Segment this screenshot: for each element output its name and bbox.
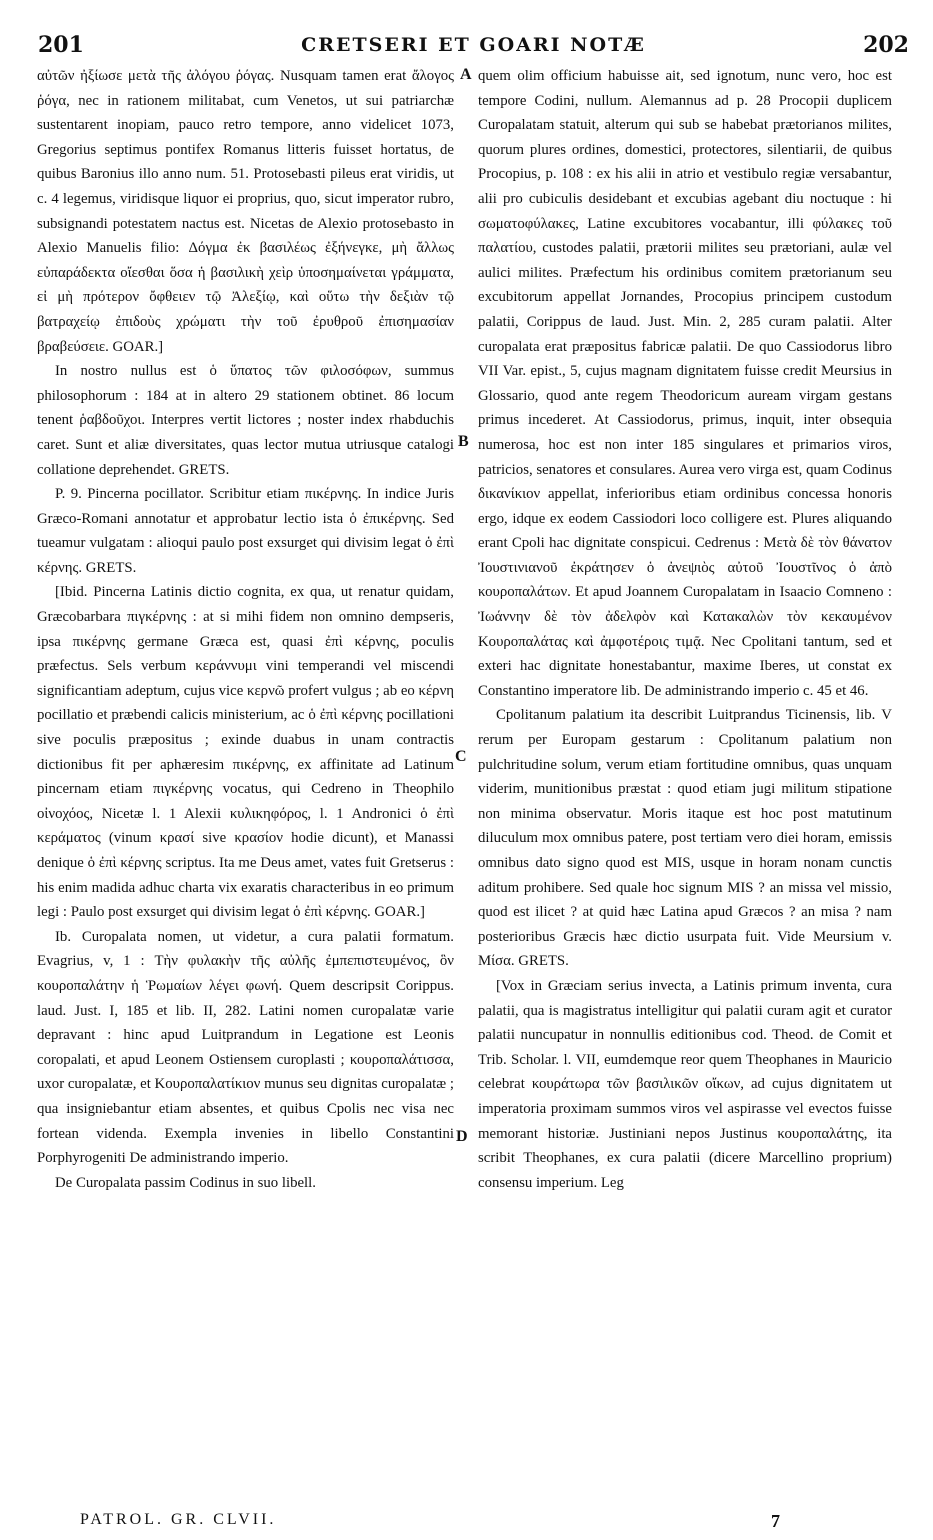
paragraph: quem olim officium habuisse ait, sed ignotum, nunc vero, hoc est tempore Codini, nullum. Alemannus ad p. 28 Procopii duplicem Curopalatam statuit, alterum qui sub se habebat prætorianos milites, quorum plures ordines, domestici, protectores, silentiarii, de quibus Procopius, p. 108 : ex his alii in atrio et vestibulo regiæ versabantur, alii pro cubiculis desidebant et excubias agebant diu noctuque : hi σωματοφύλακες, Latine excubitores vocabantur, illi φύλακες τοῦ παλατίου, custodes palatii, prætorii milites seu prætoriani, aulæ vel aulici milites. Præfectum his ordinibus comitem prætorianum seu excubitorum appellat Jornandes, Procopius principem custodum palatii, Corippus de laud. Just. Min. 2, 285 curam palatii. Alter curopalata erat præpositus fabricæ palatii. De quo Cassiodorus libro VII Var. epist., 5, cujus magnam dignitatem fuisse credit Meursius in Glossario, quod ante regem Theodoricum auream virgam gestans primus incederet. At Cassiodorus, primus, inquit, inter obsequia numerosa, hoc est non inter 185 singulares et primarios viros, patricios, senatores et consulares. Aurea vero virga est, quam Codinus δικανίκιον appellat, inferioribus etiam ordinibus concessa honoris ergo, idque ex eodem Cassiodori loco colligere est. Plures aliquando erant Cpoli hac dignitate conspicui. Cedrenus : Μετὰ δὲ τὸν θάνατον Ἰουστινιανοῦ ἐκράτησεν ὁ ἀνεψιὸς αὐτοῦ Ἰουστῖνος ὁ ἀπὸ κουροπαλάτων. Et apud Joannem Curopalatam in Isaacio Comneno : Ἰωάννην δὲ τὸν ἀδελφὸν καὶ Κατακαλὼν τὸν κεκαυμένον Κουροπαλάτας καὶ ἀμφοτέροις τιμᾷ. Nec Cpolitani tantum, sed et exteri hac dignitate honestabantur, maxime Iberes, ut constat ex Constantino imperatore lib. De administrando imperio c. 45 et 46.	[478, 68, 892, 699]
paragraph: Cpolitanum palatium ita describit Luitprandus Ticinensis, lib. V rerum per Europam gestarum : Cpolitanum palatium non pulchritudine solum, verum etiam fortitudine omnibus, quas unquam viderim, munitionibus præstat : quod etiam jugi militum stipatione non minima observatur. Moris itaque est hoc post matutinum diluculum mox omnibus patere, post tertiam vero diei horam, emissis omnibus dato signo quod est MIS, usque in horam nonam cunctis aditum prohibere. Sed quale hoc signum MIS ? an missa vel missio, quod est ilicet ? at quid hæc Latina apud Græcos ? an misa ? nam posterioribus Græcis hæc dictio usurpata fuit. Vide Meursium v. Μίσα. GRETS.	[478, 707, 892, 970]
paragraph: αὐτῶν ἠξίωσε μετὰ τῆς ἀλόγου ῥόγας. Nusquam tamen erat ἄλογος ῥόγα, nec in rationem militabat, cum Venetos, ut sui patriarchæ sustentarent inopiam, pauco retro tempore, anno videlicet 1073, Gregorius septimus pontifex Romanus litteris fuisset hortatus, de quibus Baronius illo anno num. 51. Protosebasti pileus erat viridis, ut c. 4 legemus, viridisque liquor ei proprius, quo, sicut imperator rubro, subsignandi potestatem nactus est. Nicetas de Alexio protosebasto in Alexio Manuelis filio: Δόγμα ἐκ βασιλέως ἐξήνεγκε, μὴ ἄλλως εὐπαράδεκτα οἴεσθαι ὅσα ἡ βασιλικὴ χεὶρ ὑποσημαίνεται γράμματα, εἰ μὴ πρότερον ὄφθειεν τῷ Ἀλεξίῳ, καὶ οὕτω τὴν δεξιὰν τῷ βατραχείῳ ἐπιδοὺς χρώματι τὴν τοῦ ἐρυθροῦ ἐπισημασίαν βραβεύσειε. GOAR.]	[37, 68, 454, 355]
paragraph: P. 9. Pincerna pocillator. Scribitur etiam πικέρνης. In indice Juris Græco-Romani annotatur et approbatur lectio ista ὁ ἐπικέρνης. Sed tueamur vulgatam : alioqui paulo post exsurget qui divisim legat ὁ ἐπὶ κέρνης. GRETS.	[37, 486, 454, 576]
paragraph: De Curopalata passim Codinus in suo libell.	[55, 1174, 316, 1191]
paragraph: Ib. Curopalata nomen, ut videtur, a cura palatii formatum. Evagrius, v, 1 : Τὴν φυλακὴν τῆς αὐλῆς ἐμπεπιστευμένος, ὃν κουροπαλάτην ἡ Ῥωμαίων λέγει φωνή. Quem descripsit Corippus. laud. Just. I, 185 et lib. II, 282. Latini nomen curopalatæ varie depravant : hinc apud Luitprandum in Legatione est Leonis coropalati, et apud Leonem Ostiensem curoplasti ; κουροπαλάτισσα, uxor curopalatæ, et Κουροπαλατίκιον munus seu dignitas curopalatæ ; qua insigniebantur etiam absentes, et quibus Cpolis nec visa nec fortean videnda. Exempla invenies in libello Constantini Porphyrogeniti De administrando imperio.	[37, 928, 454, 1167]
page-number-left: 201	[38, 32, 84, 58]
paragraph: [Ibid. Pincerna Latinis dictio cognita, ex qua, ut renatur quidam, Græcobarbara πιγκέρνης : at si mihi fidem non omnino dempseris, ipsa πικέρνης germane Græca est, quasi ἐπὶ κέρνης, poculis præfectus. Sels verbum κεράννυμι vini temperandi vel miscendi significantiam adeptum, cujus vice κερνῶ profert vulgus ; ab eo κέρνη pocillatio et præbendi calicis ministerium, ac ὁ ἐπὶ κέρνης pocillationi sive poculis præpositus ; exinde duabus in unam contractis dictionibus fit per aphæresim πικέρνης, ex affinitate ad Latinum pincernam etiam πιγκέρνης vocatus, qui Cedreno in Theophilo οἰνοχόος, Nicetæ l. 1 Alexii κυλικηφόρος, l. 1 Andronici ὁ ἐπὶ κεράματος (vinum κρασί sive κρασίον hodie dicunt), et Manassi denique ὁ ἐπὶ κέρνης scriptus. Ita me Deus amet, vates fuit Gretserus : his enim madida adhuc charta vix exaratis characteribus in eo primum legi : Paulo post exsurget qui divisim legat ὁ ἐπὶ κέρνης. GOAR.]	[37, 584, 454, 921]
page-number-right: 202	[863, 32, 909, 58]
margin-letter-a: A	[460, 66, 472, 83]
right-column	[478, 64, 892, 1195]
footer-signature: PATROL. GR. CLVII.	[80, 1511, 277, 1528]
running-title: CRETSERI ET GOARI NOTÆ	[301, 34, 646, 56]
left-column	[37, 64, 454, 1195]
margin-letter-c: C	[455, 748, 467, 765]
margin-letter-d: D	[456, 1128, 468, 1145]
footer-page-number: 7	[771, 1511, 780, 1531]
margin-letter-b: B	[458, 433, 469, 450]
paragraph: [Vox in Græciam serius invecta, a Latinis primum inventa, cura palatii, qua is magistratus intelligitur qui palatii curam agit et curator palatii nuncupatur in nonnullis editionibus cod. Theod. de Comit et Trib. Scholar. l. VII, eumdemque reor quem Theophanes in Mauricio celebrat κουράτωρα τῶν βασιλικῶν οἴκων, ad cujus dignitatem ut imperatoria proximam summos viros vel aspirasse vel evectos fuisse memorant historiæ. Justiniani nepos Justinus κουροπαλάτης, ita scribit Theophanes, ex cura palatii (dicere Marcellino proprium) consensu imperium. Leg	[478, 977, 892, 1191]
paragraph: In nostro nullus est ὁ ὕπατος τῶν φιλοσόφων, summus philosophorum : 184 at in altero 29 stationem obtinet. 86 locum tenent ῥαβδοῦχοι. Interpres vertit lictores ; noster index rhabduchis caret. Sunt et aliæ diversitates, quas lector mutua utriusque catalogi collatione deprehendet. GRETS.	[37, 363, 454, 478]
page-header	[38, 30, 909, 60]
